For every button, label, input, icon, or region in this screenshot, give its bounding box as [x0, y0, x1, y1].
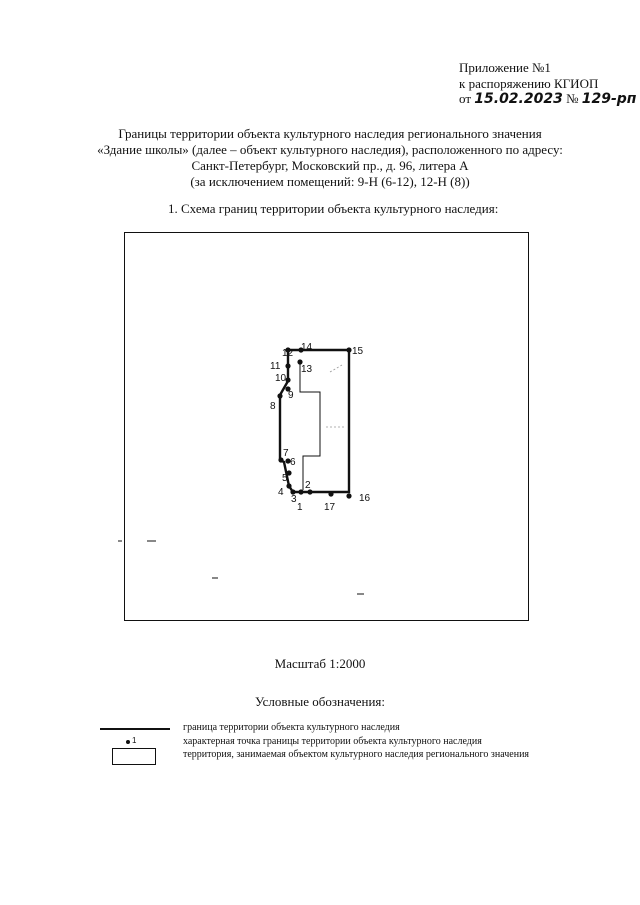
boundary-line	[280, 350, 349, 492]
boundary-point-label-14: 14	[301, 342, 313, 353]
boundary-point-17	[328, 491, 333, 496]
legend-item-point: характерная точка границы территории объекта культурного наследия	[183, 736, 482, 747]
boundary-point-15	[346, 347, 351, 352]
title-line-1: Границы территории объекта культурного наследия регионального значения	[118, 126, 542, 141]
boundary-point-label-9: 9	[288, 390, 294, 401]
boundary-point-10	[285, 377, 290, 382]
handwritten-number: 129-рп	[581, 91, 637, 107]
boundary-point-8	[277, 393, 282, 398]
appendix-order-ref: к распоряжению КГИОП	[459, 75, 599, 91]
legend-heading: Условные обозначения:	[254, 694, 386, 709]
title-line-2: «Здание школы» (далее – объект культурного наследия), расположенного по адресу:	[97, 142, 563, 157]
boundary-point-label-3: 3	[291, 494, 297, 505]
date-prefix: от	[459, 91, 472, 106]
boundary-point-label-8: 8	[270, 401, 276, 412]
scale-label: Масштаб 1:2000	[274, 656, 366, 671]
boundary-point-label-13: 13	[301, 364, 313, 375]
title-line-4: (за исключением помещений: 9-Н (6-12), 12-Н (8))	[190, 174, 470, 189]
boundary-point-label-10: 10	[275, 373, 287, 384]
legend-item-territory: территория, занимаемая объектом культурного наследия регионального значения	[183, 749, 530, 760]
boundary-point-16	[346, 493, 351, 498]
boundary-point-label-1: 1	[297, 502, 303, 513]
boundary-point-label-4: 4	[278, 487, 284, 498]
boundary-point-label-12: 12	[282, 348, 294, 359]
building-footprint	[300, 362, 320, 490]
boundary-point-label-7: 7	[283, 448, 289, 459]
legend-item-boundary: граница территории объекта культурного наследия	[183, 722, 400, 733]
point-marker-icon	[126, 740, 130, 744]
title-line-3: Санкт-Петербург, Московский пр., д. 96, литера А	[191, 158, 469, 173]
legend-territory-sample	[112, 748, 156, 765]
boundary-point-4	[286, 483, 291, 488]
legend-boundary-sample	[100, 728, 170, 730]
handwritten-date: 15.02.2023	[474, 91, 563, 107]
boundary-point-label-17: 17	[324, 502, 336, 513]
boundary-point-label-5: 5	[282, 473, 288, 484]
boundary-point-label-2: 2	[305, 480, 311, 491]
number-prefix: №	[566, 91, 579, 106]
boundary-point-label-16: 16	[359, 493, 371, 504]
boundary-point-label-6: 6	[290, 457, 296, 468]
boundary-point-label-15: 15	[352, 346, 364, 357]
appendix-title: Приложение №1	[459, 60, 551, 75]
boundary-point-11	[285, 363, 290, 368]
boundary-point-1	[298, 489, 303, 494]
section-title: Схема границ территории объекта культурного наследия:	[181, 201, 499, 216]
legend-point-label: 1	[132, 736, 137, 745]
legend-point-sample	[126, 737, 150, 747]
boundary-point-label-11: 11	[270, 361, 281, 372]
section-number: 1.	[168, 201, 178, 216]
